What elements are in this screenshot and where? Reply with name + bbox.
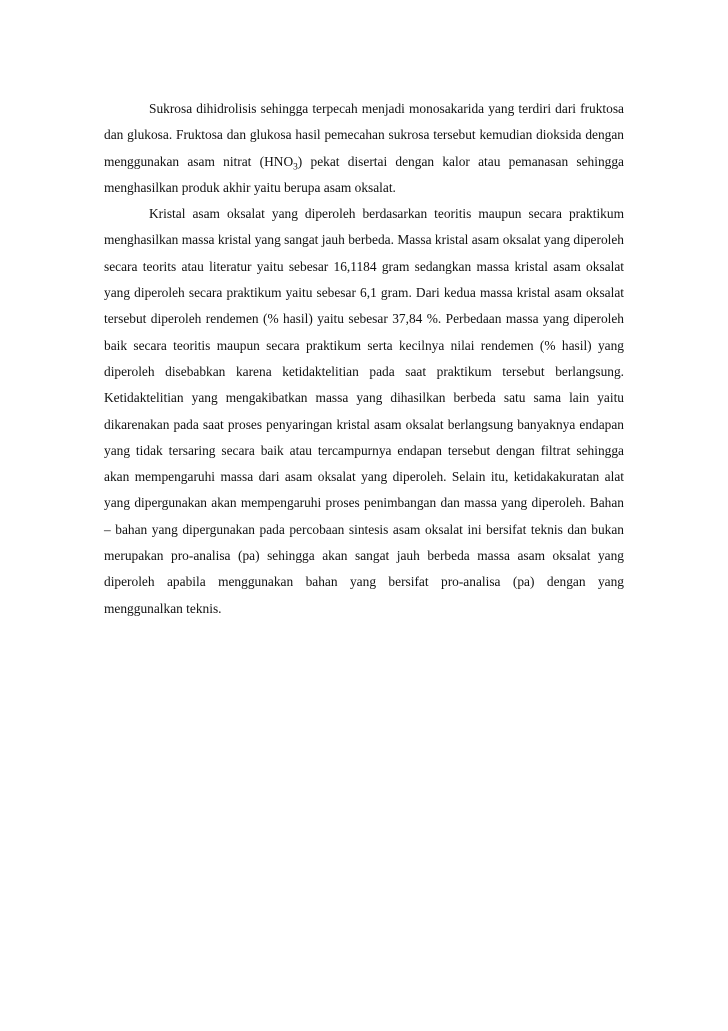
paragraph-kristal: Kristal asam oksalat yang diperoleh berdasarkan teoritis maupun secara praktikum menghasilkan massa kristal yang sangat jauh berbeda. Massa kristal asam oksalat yang diperoleh secara teorits atau literatur yaitu sebesar 16,1184 gram sedangkan massa kristal asam oksalat yang diperoleh secara praktikum yaitu sebesar 6,1 gram. Dari kedua massa kristal asam oksalat tersebut diperoleh rendemen (% hasil) yaitu sebesar 37,84 %. Perbedaan massa yang diperoleh baik secara teoritis maupun secara praktikum serta kecilnya nilai rendemen (% hasil) yang diperoleh disebabkan karena ketidaktelitian pada saat praktikum tersebut berlangsung. Ketidaktelitian yang mengakibatkan massa yang dihasilkan berbeda satu sama lain yaitu dikarenakan pada saat proses penyaringan kristal asam oksalat berlangsung banyaknya endapan yang tidak tersaring secara baik atau tercampurnya endapan tersebut dengan filtrat sehingga akan mempengaruhi massa dari asam oksalat yang diperoleh. Selain itu, ketidakakuratan alat yang dipergunakan akan mempengaruhi proses penimbangan dan massa yang diperoleh. Bahan – bahan yang dipergunakan pada percobaan sintesis asam oksalat ini bersifat teknis dan bukan merupakan pro-analisa (pa) sehingga akan sangat jauh berbeda massa asam oksalat yang diperoleh apabila menggunakan bahan yang bersifat pro-analisa (pa) dengan yang menggunalkan teknis. — [104, 206, 624, 616]
body-text — [104, 96, 624, 622]
paragraph-text: Sukrosa dihidrolisis sehingga terpecah menjadi monosakarida yang terdiri dari fruktosa dan glukosa. Fruktosa dan glukosa hasil pemecahan sukrosa tersebut kemudian dioksida dengan menggunakan asam nitrat (HNO — [104, 101, 624, 169]
subscript-3: 3 — [293, 162, 298, 173]
paragraph-text: ) pekat disertai dengan kalor atau pemanasan sehingga menghasilkan produk akhir yaitu berupa asam oksalat. — [104, 153, 624, 195]
paragraph-sukrosa — [104, 96, 624, 201]
